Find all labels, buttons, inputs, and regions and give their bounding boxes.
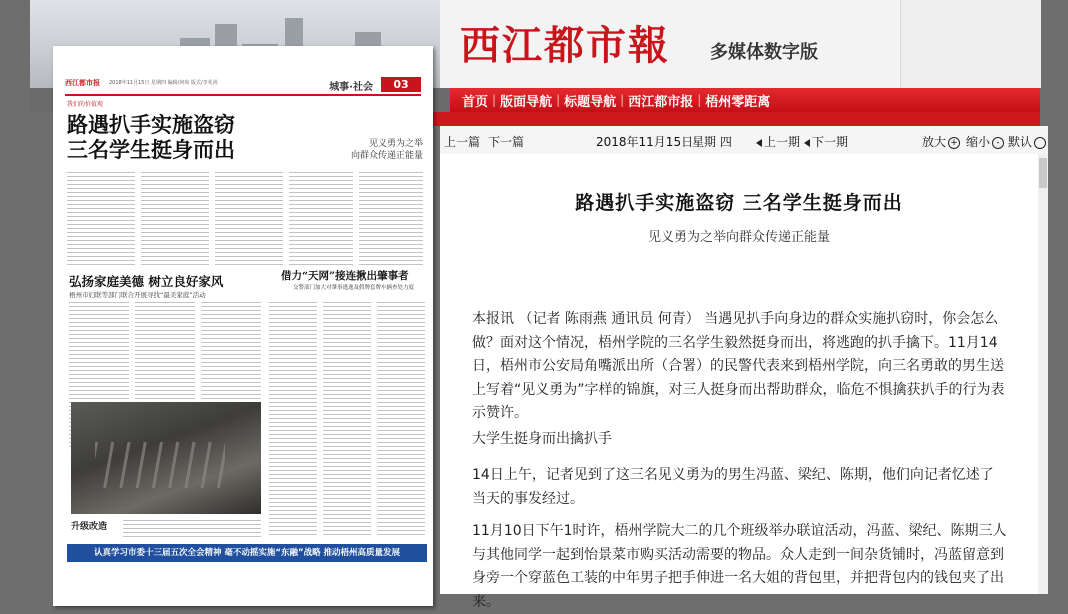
- paper-subhead: [303, 138, 423, 162]
- paper-masthead-meta: 2018年11月15日 星期四 编辑/何琼 版式/李兆尚: [109, 80, 218, 86]
- circle-icon: [1034, 137, 1046, 149]
- next-article-link[interactable]: 下一篇: [488, 135, 525, 149]
- article-subtitle: 见义勇为之举向群众传递正能量: [647, 230, 830, 245]
- scrollbar-thumb[interactable]: [1039, 158, 1047, 188]
- paper-story3-subtitle: 交警部门加大对肇事逃逸及假牌套牌车辆查处力度: [293, 285, 415, 291]
- paper-headline-line-2: 三名学生挺身而出: [67, 137, 235, 162]
- nav-item-wuzhou-zero[interactable]: 梧州零距离: [705, 94, 771, 110]
- minus-circle-icon: -: [992, 137, 1004, 149]
- nav-links: 首页 | 版面导航 | 标题导航 | 西江都市报 | 梧州零距离: [458, 88, 774, 112]
- article-paragraph: 11月10日下午1时许，梧州学院大二的几个班级举办联谊活动，冯蓝、梁纪、陈期三人与其他同学一起到怡景菜市购买活动需要的物品。众人走到一间杂货铺时，冯蓝留意到身旁一个穿蓝色工装的中年男子把手伸进一名大姐的背包里，并把背包内的钱包夹了出来。: [472, 523, 1007, 610]
- paper-photo-caption: 升级改造: [71, 522, 108, 532]
- paper-text-column: [141, 172, 209, 268]
- decorative-newspaper-image: [900, 0, 1041, 88]
- article-paragraph: 14日上午，记者见到了这三名见义勇为的男生冯蓝、梁纪、陈期，他们向记者忆述了当天的事发经过。: [472, 467, 994, 507]
- triangle-left-icon: [804, 139, 810, 147]
- article-content: [440, 154, 1038, 610]
- edition-label: 多媒体数字版: [710, 42, 818, 63]
- paper-text-column: [67, 172, 135, 268]
- zoom-in-label: 放大: [922, 135, 947, 149]
- next-issue-button[interactable]: [804, 133, 848, 150]
- prev-issue-button[interactable]: [756, 133, 800, 150]
- paper-masthead: [65, 78, 421, 92]
- paper-headline-line-1: 路遇扒手实施盗窃: [67, 112, 235, 137]
- reader-toolbar: [440, 126, 1048, 154]
- default-zoom-button[interactable]: [1008, 133, 1046, 150]
- article-reader-panel: [440, 126, 1048, 610]
- paper-headline[interactable]: [67, 112, 297, 162]
- issue-date: 2018年11月15日: [596, 135, 694, 149]
- paper-story2-subtitle: 梧州市妇联等部门联合开展寻找“最美家庭”活动: [69, 291, 206, 299]
- prev-issue-label: 上一期: [764, 135, 801, 149]
- paper-text-column: [269, 302, 317, 538]
- next-issue-label: 下一期: [812, 135, 849, 149]
- paper-footer-banner: 认真学习市委十三届五次全会精神 毫不动摇实施“东融”战略 推动梧州高质量发展: [67, 544, 427, 562]
- paper-text-column: [215, 172, 283, 268]
- paper-text-column: [289, 172, 353, 268]
- zoom-out-label: 缩小: [966, 135, 991, 149]
- paper-story2-title[interactable]: 弘扬家庭美德 树立良好家风: [69, 274, 224, 289]
- paper-section-name: 城事·社会: [329, 82, 373, 93]
- paper-subhead-line-2: 向群众传递正能量: [350, 151, 423, 161]
- default-zoom-label: 默认: [1008, 135, 1033, 149]
- zoom-in-button[interactable]: [922, 133, 960, 150]
- article-title: 路遇扒手实施盗窃 三名学生挺身而出: [575, 192, 903, 214]
- paper-kicker: 我们的价值观: [67, 101, 104, 108]
- article-paragraph: 本报讯 （记者 陈雨燕 通讯员 何青） 当遇见扒手向身边的群众实施扒窃时，你会怎么做？面对这个情况，梧州学院的三名学生毅然挺身而出，将逃跑的扒手擒下。11月14日，梧州市公安局角嘴派出所（合署）的民警代表来到梧州学院，向三名勇敢的男生送上写着“见义勇为”字样的锦旗，对三人挺身而出帮助群众，临危不惧擒获扒手的行为表示赞许。: [472, 311, 1005, 421]
- issue-weekday: 星期 四: [692, 135, 732, 149]
- paper-photo: [71, 402, 261, 514]
- paper-page-number: 03: [381, 77, 421, 92]
- nav-item-xijiang-daily[interactable]: 西江都市报: [628, 94, 694, 110]
- paper-text-column: [323, 302, 371, 538]
- nav-item-title-nav[interactable]: 标题导航: [564, 94, 617, 110]
- paper-story3-title[interactable]: 借力“天网”接连揪出肇事者: [281, 270, 409, 282]
- paper-text-column: [359, 172, 423, 268]
- plus-circle-icon: +: [948, 137, 960, 149]
- red-divider-strip: [420, 112, 1040, 126]
- article-section-heading: 大学生挺身而出擒扒手: [472, 431, 612, 447]
- nav-item-home[interactable]: 首页: [462, 94, 489, 110]
- site-logo[interactable]: 西江都市報: [460, 22, 670, 69]
- prev-article-link[interactable]: 上一篇: [444, 135, 481, 149]
- newspaper-page-image[interactable]: [53, 46, 433, 606]
- paper-masthead-logo: 西江都市报: [65, 79, 100, 87]
- paper-masthead-rule: [65, 94, 421, 96]
- article-scrollbar[interactable]: [1038, 154, 1048, 594]
- paper-text-column: [377, 302, 425, 538]
- nav-item-page-nav[interactable]: 版面导航: [500, 94, 553, 110]
- zoom-out-button[interactable]: [966, 133, 1004, 150]
- paper-caption-text: [123, 520, 261, 540]
- triangle-left-icon: [756, 139, 762, 147]
- paper-subhead-line-1: 见义勇为之举: [368, 139, 423, 149]
